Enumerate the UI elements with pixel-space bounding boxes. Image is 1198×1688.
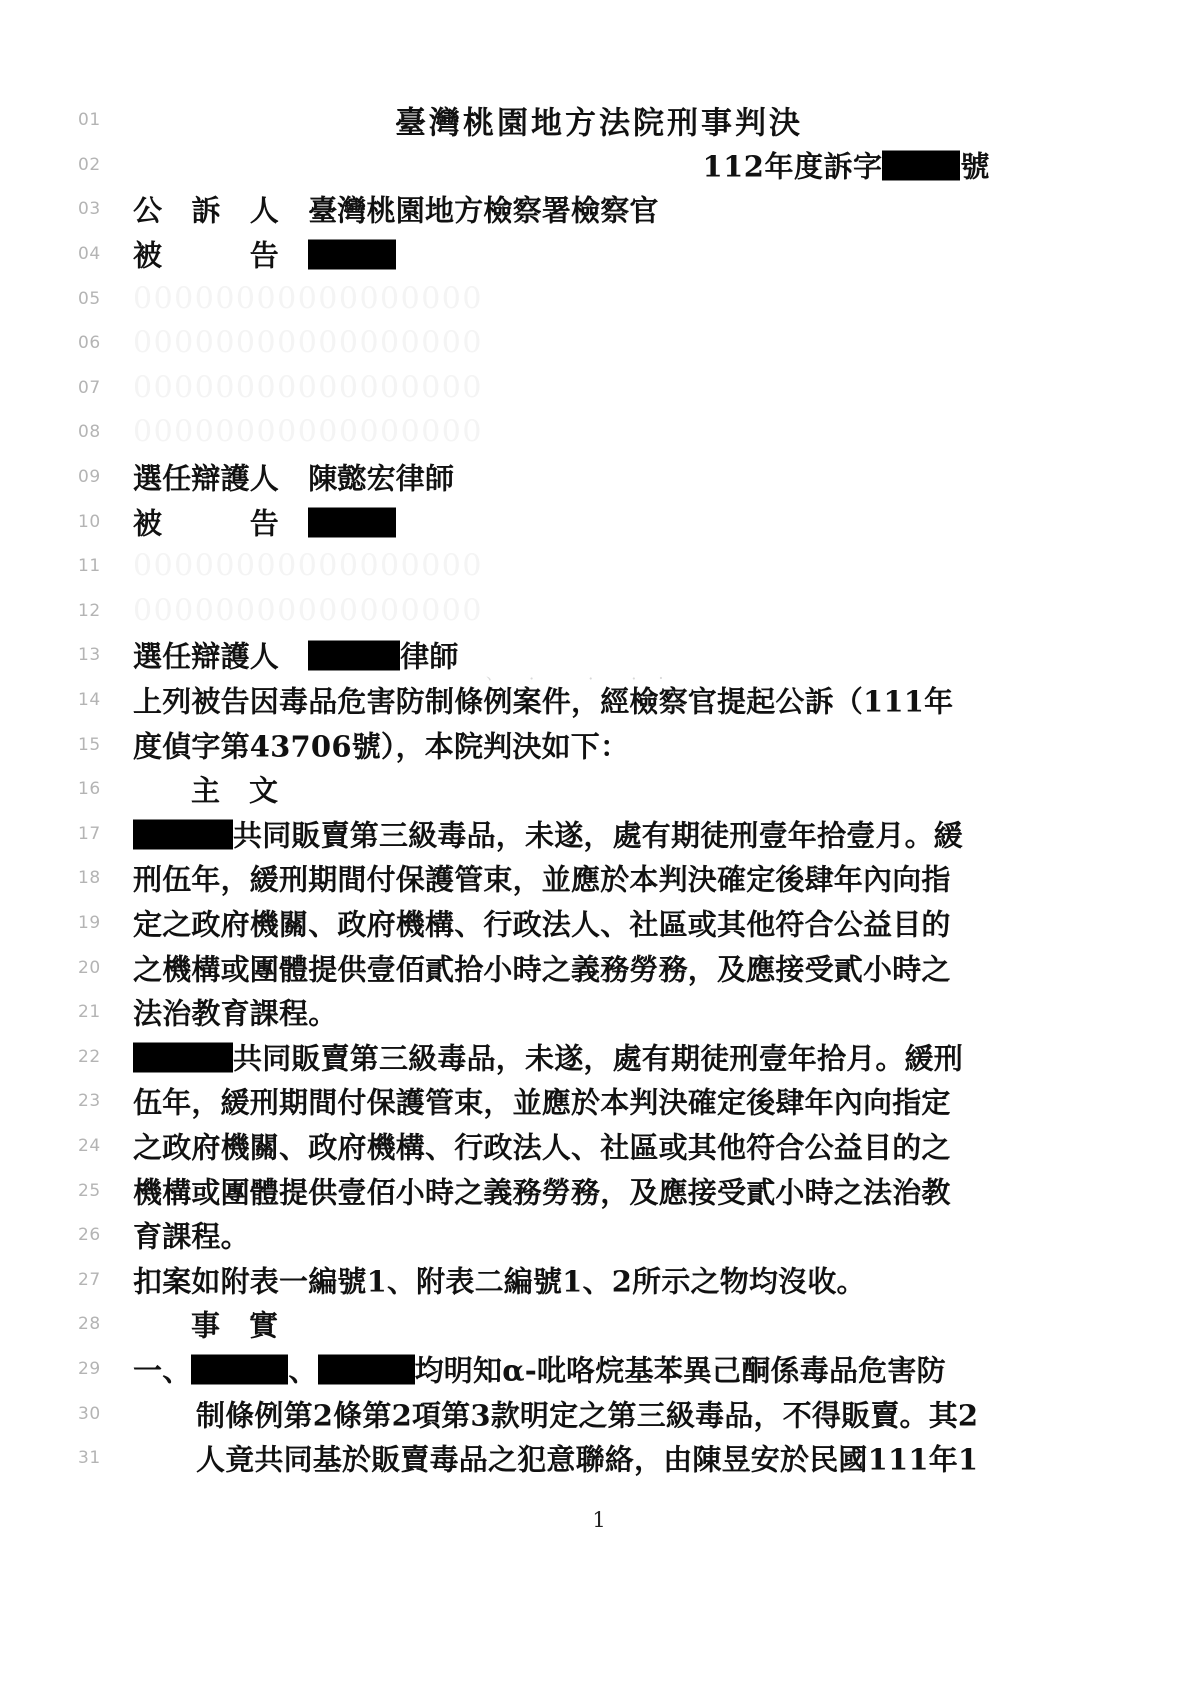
line-number: 14 bbox=[78, 690, 101, 711]
line-number: 11 bbox=[78, 556, 101, 577]
paragraph-line: 機構或團體提供壹佰小時之義務勞務，及應接受貳小時之法治教 bbox=[133, 1175, 951, 1210]
document-line bbox=[0, 1124, 1198, 1169]
line-number: 05 bbox=[78, 288, 101, 309]
name-redaction bbox=[133, 1042, 233, 1072]
case-number-redaction bbox=[882, 150, 960, 180]
document-line bbox=[0, 321, 1198, 366]
name-redaction bbox=[191, 1354, 288, 1384]
line-number: 23 bbox=[78, 1091, 101, 1112]
sentence-text: 共同販賣第三級毒品，未遂，處有期徒刑壹年拾月。緩刑 bbox=[233, 1041, 964, 1076]
line-number: 18 bbox=[78, 868, 101, 889]
line-number: 13 bbox=[78, 645, 101, 666]
paragraph-line: 育課程。 bbox=[133, 1219, 250, 1254]
field-label: 被 告 bbox=[133, 238, 309, 273]
case-number-line bbox=[0, 144, 1198, 185]
paragraph-line: 人竟共同基於販賣毒品之犯意聯絡，由陳昱安於民國111年1 bbox=[196, 1442, 979, 1477]
paragraph-line: 制條例第2條第2項第3款明定之第三級毒品，不得販賣。其2 bbox=[196, 1398, 979, 1433]
field-suffix: 律師 bbox=[400, 639, 459, 674]
document-line bbox=[0, 901, 1198, 946]
document-line bbox=[0, 187, 1198, 232]
line-number: 06 bbox=[78, 333, 101, 354]
line-number: 16 bbox=[78, 779, 101, 800]
line-number: 15 bbox=[78, 734, 101, 755]
page-number: 1 bbox=[592, 1508, 606, 1532]
paragraph-line: 扣案如附表一編號1、附表二編號1、2所示之物均沒收。 bbox=[133, 1264, 866, 1299]
redacted-placeholder-text: 00000000000000000 bbox=[133, 281, 483, 317]
sentence-line bbox=[133, 813, 963, 854]
document-line bbox=[0, 455, 1198, 500]
name-redaction bbox=[318, 1354, 415, 1384]
document-line bbox=[0, 722, 1198, 767]
document-line bbox=[0, 499, 1198, 544]
document-line bbox=[0, 767, 1198, 812]
name-redaction bbox=[133, 819, 233, 849]
document-line bbox=[0, 1302, 1198, 1347]
paragraph-line: 之政府機關、政府機構、行政法人、社區或其他符合公益目的之 bbox=[133, 1130, 951, 1165]
document-title: 臺灣桃園地方法院刑事判決 bbox=[395, 105, 803, 142]
section-heading: 主 文 bbox=[133, 773, 279, 808]
document-line bbox=[0, 410, 1198, 455]
defendant-line bbox=[133, 234, 396, 275]
redacted-placeholder-text: 00000000000000000 bbox=[133, 325, 483, 361]
document-line bbox=[0, 1034, 1198, 1079]
line-number: 29 bbox=[78, 1358, 101, 1379]
case-number-prefix: 112年度訴字 bbox=[702, 149, 883, 184]
paragraph-line: 度偵字第43706號），本院判決如下： bbox=[133, 729, 630, 764]
line-number: 21 bbox=[78, 1002, 101, 1023]
line-number: 22 bbox=[78, 1046, 101, 1067]
document-line bbox=[0, 1079, 1198, 1124]
document-line bbox=[0, 1436, 1198, 1481]
fact-item-line bbox=[133, 1348, 946, 1389]
document-line bbox=[0, 812, 1198, 857]
fact-text: 均明知α-吡咯烷基苯異己酮係毒品危害防 bbox=[414, 1353, 946, 1388]
redacted-placeholder-text: 00000000000000000 bbox=[133, 593, 483, 629]
line-number: 28 bbox=[78, 1314, 101, 1335]
line-number: 09 bbox=[78, 467, 101, 488]
item-marker: 一、 bbox=[133, 1353, 192, 1388]
line-number: 20 bbox=[78, 957, 101, 978]
paragraph-line: 定之政府機關、政府機構、行政法人、社區或其他符合公益目的 bbox=[133, 907, 951, 942]
line-number: 30 bbox=[78, 1403, 101, 1424]
paragraph-line: 公 訴 人 臺灣桃園地方檢察署檢察官 bbox=[133, 193, 659, 228]
document-line bbox=[0, 1347, 1198, 1392]
redacted-placeholder-text: 00000000000000000 bbox=[133, 548, 483, 584]
paragraph-line: 伍年，緩刑期間付保護管束，並應於本判決確定後肆年內向指定 bbox=[133, 1085, 951, 1120]
document-line bbox=[0, 1213, 1198, 1258]
paragraph-line: 刑伍年，緩刑期間付保護管束，並應於本判決確定後肆年內向指 bbox=[133, 862, 951, 897]
document-line bbox=[0, 678, 1198, 723]
paragraph-line: 之機構或團體提供壹佰貳拾小時之義務勞務，及應接受貳小時之 bbox=[133, 952, 951, 987]
line-number: 24 bbox=[78, 1135, 101, 1156]
document-line bbox=[0, 1257, 1198, 1302]
document-line bbox=[0, 945, 1198, 990]
line-number: 10 bbox=[78, 511, 101, 532]
line-number: 08 bbox=[78, 422, 101, 443]
line-number: 26 bbox=[78, 1225, 101, 1246]
sentence-line bbox=[133, 1036, 963, 1077]
paragraph-line: 法治教育課程。 bbox=[133, 996, 338, 1031]
document-line bbox=[0, 856, 1198, 901]
line-number: 17 bbox=[78, 823, 101, 844]
case-number-suffix: 號 bbox=[960, 149, 990, 184]
document-line bbox=[0, 1168, 1198, 1213]
line-number: 25 bbox=[78, 1180, 101, 1201]
document-body bbox=[0, 98, 1198, 1480]
document-line bbox=[0, 544, 1198, 589]
line-number: 04 bbox=[78, 244, 101, 265]
document-line bbox=[0, 990, 1198, 1035]
field-label: 選任辯護人 bbox=[133, 639, 309, 674]
line-number: 01 bbox=[78, 110, 101, 131]
name-redaction bbox=[308, 641, 400, 671]
paragraph-line: 選任辯護人 陳懿宏律師 bbox=[133, 461, 455, 496]
faint-artifact-dots: 、 ． ． ．. bbox=[486, 663, 675, 683]
document-line bbox=[0, 633, 1198, 683]
document-line bbox=[0, 1391, 1198, 1436]
name-redaction bbox=[308, 507, 396, 537]
document-line bbox=[0, 366, 1198, 411]
document-line bbox=[0, 232, 1198, 277]
sentence-text: 共同販賣第三級毒品，未遂，處有期徒刑壹年拾壹月。緩 bbox=[233, 818, 964, 853]
document-line bbox=[0, 276, 1198, 321]
name-separator: 、 bbox=[288, 1353, 318, 1388]
line-number: 07 bbox=[78, 377, 101, 398]
name-redaction bbox=[308, 240, 396, 270]
line-number: 03 bbox=[78, 199, 101, 220]
document-line bbox=[0, 589, 1198, 634]
section-heading: 事 實 bbox=[133, 1308, 279, 1343]
line-number: 27 bbox=[78, 1269, 101, 1290]
line-number: 12 bbox=[78, 600, 101, 621]
line-number: 31 bbox=[78, 1448, 101, 1469]
paragraph-line: 上列被告因毒品危害防制條例案件，經檢察官提起公訴（111年 bbox=[133, 684, 954, 719]
document-line bbox=[0, 143, 1198, 188]
redacted-placeholder-text: 00000000000000000 bbox=[133, 370, 483, 406]
line-number: 02 bbox=[78, 154, 101, 175]
field-label: 被 告 bbox=[133, 506, 309, 541]
redacted-placeholder-text: 00000000000000000 bbox=[133, 414, 483, 450]
defendant-line bbox=[133, 501, 396, 542]
document-line bbox=[0, 98, 1198, 143]
line-number: 19 bbox=[78, 912, 101, 933]
defense-counsel-line bbox=[133, 635, 459, 676]
